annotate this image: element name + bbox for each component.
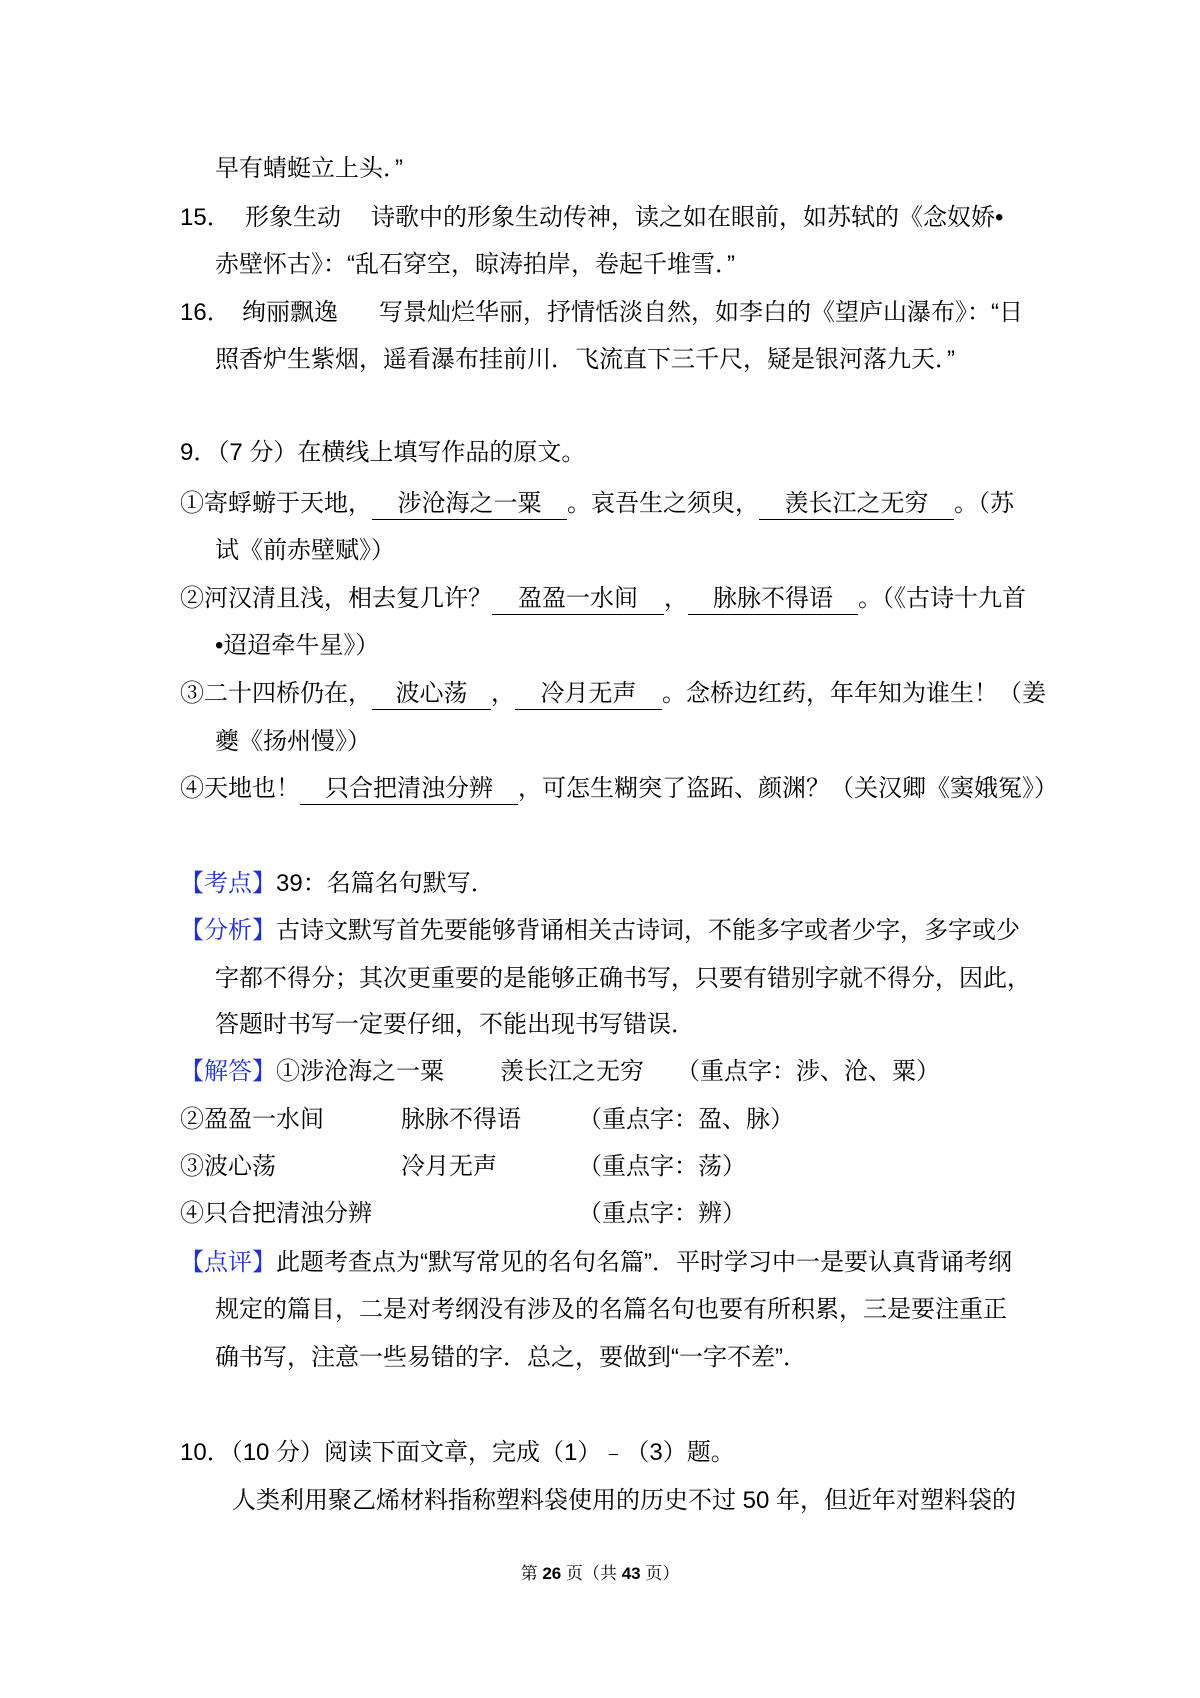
- footer-text: 页（共: [561, 1564, 622, 1583]
- dianping-label: 【点评】: [180, 1249, 276, 1276]
- item-title: 形象生动: [245, 204, 341, 231]
- question-stem: 10．（10 分）阅读下面文章，完成（1）﹣（3）题。: [180, 1439, 735, 1466]
- dianping-text: 确书写，注意一些易错的字．总之，要做到“一字不差”．: [215, 1344, 807, 1371]
- footer-text: 页）: [640, 1564, 680, 1583]
- item-number: 16．: [180, 299, 231, 326]
- key-characters: （重点字：涉、沧、粟）: [676, 1058, 940, 1085]
- answer-text: 脉脉不得语: [401, 1106, 521, 1133]
- prompt-text: ，可怎生糊突了盗跖、颜渊？（关汉卿《窦娥冤》）: [518, 775, 1058, 802]
- fenxi-text: 古诗文默写首先要能够背诵相关古诗词，不能多字或者少字，多字或少: [276, 917, 1020, 944]
- prompt-text: 。念桥边红药，年年知为谁生！（姜: [662, 680, 1046, 707]
- prompt-text: 。（苏: [954, 490, 1014, 517]
- item-text: 写景灿烂华丽，抒情恬淡自然，如李白的《望庐山瀑布》：“日: [379, 299, 1023, 326]
- jieda-label: 【解答】: [180, 1058, 276, 1085]
- prompt-text: 。哀吾生之须臾，: [567, 490, 759, 517]
- current-page-number: 26: [542, 1564, 562, 1583]
- fill-blank-continuation: •迢迢牵牛星》）: [215, 632, 380, 659]
- answer-text: ②盈盈一水间: [180, 1106, 324, 1133]
- item-text: 照香炉生紫烟，遥看瀑布挂前川．飞流直下三千尺，疑是银河落九天．”: [215, 346, 955, 373]
- fill-blank-line: [180, 771, 1058, 807]
- fenxi-text: 答题时书写一定要仔细，不能出现书写错误．: [215, 1011, 695, 1038]
- item-text: 赤壁怀古》：“乱石穿空，晾涛拍岸，卷起千堆雪．”: [215, 251, 735, 278]
- answer-blank: 涉沧海之一粟: [372, 489, 567, 520]
- prompt-text: ，: [491, 680, 515, 707]
- page-footer: [0, 1562, 1200, 1586]
- jieda-line: [180, 1054, 444, 1090]
- key-characters: （重点字：盈、脉）: [578, 1106, 794, 1133]
- fill-blank-line: [180, 676, 1046, 712]
- carryover-line: 早有蜻蜓立上头．”: [215, 155, 403, 182]
- answer-blank: 盈盈一水间: [492, 584, 664, 615]
- fill-blank-line: [180, 486, 1014, 522]
- prompt-text: ③二十四桥仍在，: [180, 680, 372, 707]
- answer-text: ①涉沧海之一粟: [276, 1058, 444, 1085]
- total-pages-number: 43: [621, 1564, 641, 1583]
- answer-blank: 冷月无声: [515, 679, 662, 710]
- fill-blank-continuation: 试《前赤壁赋》）: [215, 537, 395, 564]
- key-characters: （重点字：荡）: [578, 1153, 746, 1180]
- dianping-text: 此题考查点为“默写常见的名句名篇”．平时学习中一是要认真背诵考纲: [276, 1249, 1012, 1276]
- footer-text: 第: [520, 1564, 543, 1583]
- answer-text: 冷月无声: [401, 1153, 497, 1180]
- dianping-line: [180, 1245, 1012, 1281]
- fill-blank-continuation: 夔《扬州慢》）: [215, 728, 371, 755]
- dianping-text: 规定的篇目，二是对考纲没有涉及的名篇名句也要有所积累，三是要注重正: [215, 1296, 1007, 1323]
- prompt-text: ①寄蜉蝣于天地，: [180, 490, 372, 517]
- item-title: 绚丽飘逸: [242, 299, 338, 326]
- fenxi-line: [180, 913, 1020, 949]
- fenxi-text: 字都不得分；其次更重要的是能够正确书写，只要有错别字就不得分，因此，: [215, 965, 1031, 992]
- fill-blank-line: [180, 581, 1026, 617]
- answer-text: ③波心荡: [180, 1153, 276, 1180]
- kaodian-text: 39：名篇名句默写．: [276, 870, 495, 897]
- answer-blank: 波心荡: [372, 679, 491, 710]
- question-stem: 9．（7 分）在横线上填写作品的原文。: [180, 439, 586, 466]
- prompt-text: ④天地也！: [180, 775, 300, 802]
- answer-blank: 脉脉不得语: [688, 584, 858, 615]
- item-text: 诗歌中的形象生动传神，读之如在眼前，如苏轼的《念奴娇•: [371, 204, 1004, 231]
- prompt-text: ②河汉清且浅，相去复几许？: [180, 585, 492, 612]
- answer-blank: 羡长江之无穷: [759, 489, 954, 520]
- prompt-text: ，: [664, 585, 688, 612]
- kaodian-line: [180, 866, 495, 902]
- prompt-text: 。（《古诗十九首: [858, 585, 1026, 612]
- item-number: 15．: [180, 204, 231, 231]
- fenxi-label: 【分析】: [180, 917, 276, 944]
- answer-blank: 只合把清浊分辨: [300, 774, 518, 805]
- kaodian-label: 【考点】: [180, 870, 276, 897]
- passage-text: 人类利用聚乙烯材料指称塑料袋使用的历史不过 50 年，但近年对塑料袋的: [232, 1487, 1017, 1514]
- answer-text: 羡长江之无穷: [500, 1058, 644, 1085]
- answer-text: ④只合把清浊分辨: [180, 1200, 372, 1227]
- key-characters: （重点字：辨）: [578, 1200, 746, 1227]
